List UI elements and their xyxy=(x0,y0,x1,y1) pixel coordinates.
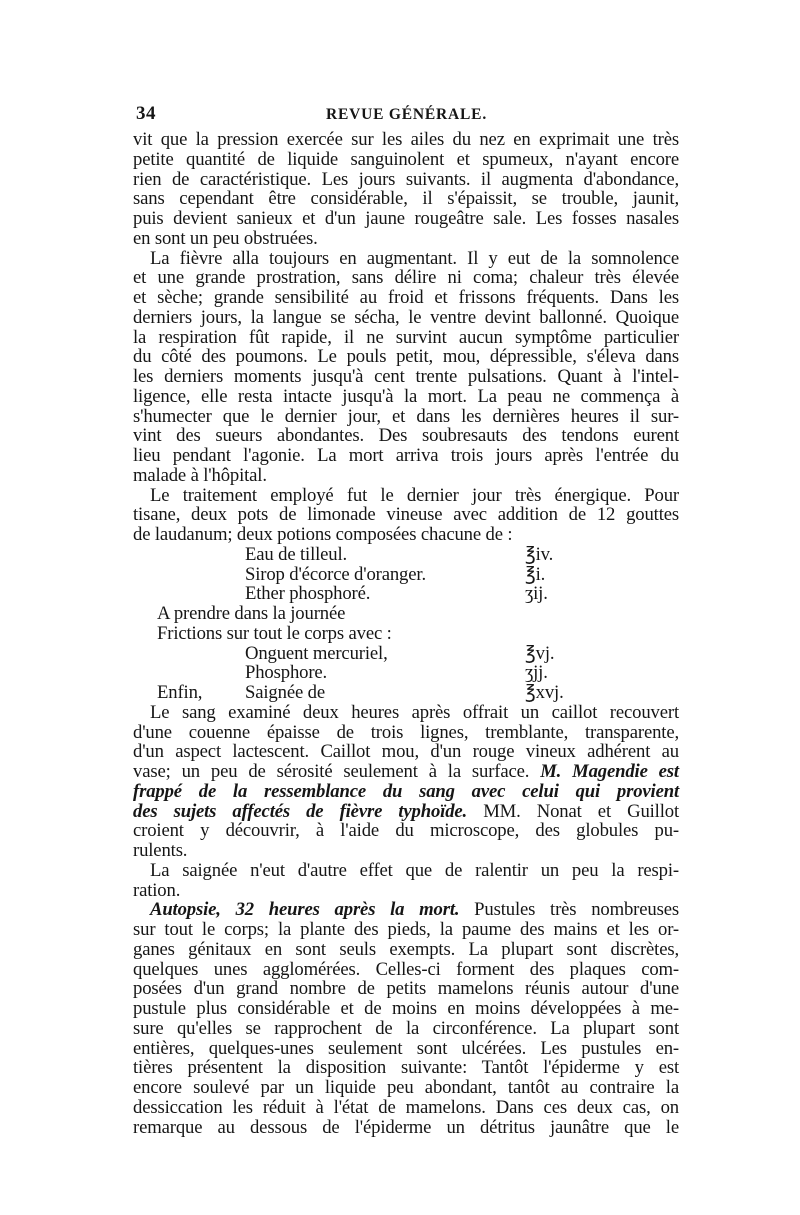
text-line: entières, quelques-unes seulement sont ulcérées. Les pustules en- xyxy=(133,1037,679,1059)
text-line: sur tout le corps; la plante des pieds, la paume des mains et les or- xyxy=(133,919,679,940)
paragraph-4 xyxy=(133,703,679,861)
text-line: puis devient sanieux et d'un jaune rougeâtre sale. Les fosses nasales xyxy=(133,208,679,229)
page-number: 34 xyxy=(136,103,156,124)
text-line: d'un aspect lactescent. Caillot mou, d'un rouge vineux adhérent au xyxy=(133,741,679,763)
text-line: Le sang examiné deux heures après offrait un caillot recouvert xyxy=(150,701,679,723)
instruction-line xyxy=(133,624,679,644)
text-line: sans cependant être considérable, il s'épaissit, se trouble, jaunit, xyxy=(133,188,679,210)
text-line: croient y découvrir, à l'aide du microscope, des globules pu- xyxy=(133,820,679,842)
prescription-item: Phosphore. xyxy=(245,662,328,684)
text-line: vint des sueurs abondantes. Des soubresauts des tendons eurent xyxy=(133,425,679,447)
italic-text: Autopsie, 32 heures après la mort. xyxy=(150,899,460,921)
text-line: quelques unes agglomérées. Celles-ci forment des plaques com- xyxy=(133,958,679,980)
text-line: s'humecter que le dernier jour, et dans les dernières heures il sur- xyxy=(133,405,679,427)
text-line: tisane, deux pots de limonade vineuse avec addition de 12 gouttes xyxy=(133,504,679,526)
text-line: des sujets affectés de fièvre typhoïde. MM. Nonat et Guillot xyxy=(133,800,680,822)
paragraph-3 xyxy=(133,486,679,545)
instruction-text: A prendre dans la journée xyxy=(157,603,346,624)
prescription-line xyxy=(133,663,679,683)
text-line: ration. xyxy=(133,879,181,901)
prescription-quantity: ʒjj. xyxy=(525,662,548,684)
text-line: encore soulevé par un liquide peu abondant, tantôt au contraire la xyxy=(133,1077,679,1098)
prescription-quantity: ʒij. xyxy=(525,583,548,605)
text-line: La saignée n'eut d'autre effet que de ralentir un peu la respi- xyxy=(150,859,679,881)
text-line: ganes génitaux en sont seuls exempts. La plupart sont discrètes, xyxy=(133,938,679,960)
text-line: et sèche; grande sensibilité au froid et frissons fréquents. Dans les xyxy=(133,287,679,308)
italic-text: frappé de la ressemblance du sang avec celui qui provient xyxy=(133,780,679,802)
text-line: La fièvre alla toujours en augmentant. Il y eut de la somnolence xyxy=(150,247,679,269)
text-line: petite quantité de liquide sanguinolent et spumeux, n'ayant encore xyxy=(133,148,679,170)
text-line: remarque au dessous de l'épiderme un détritus jaunâtre que le xyxy=(133,1116,679,1138)
page-header xyxy=(136,103,681,127)
text-line: sure qu'elles se rapprochent de la circonférence. La plupart sont xyxy=(133,1017,679,1039)
paragraph-2 xyxy=(133,249,679,486)
text-line: lieu pendant l'agonie. La mort arriva trois jours après l'entrée du xyxy=(133,445,679,466)
text-line: ligence, elle resta intacte jusqu'à la mort. La peau ne commença à xyxy=(133,385,679,407)
text-line: de laudanum; deux potions composées chacune de : xyxy=(133,524,513,545)
text-line: dessiccation les réduit à l'état de mamelons. Dans ces deux cas, on xyxy=(133,1096,679,1118)
prescription-block xyxy=(133,545,679,703)
text-line: malade à l'hôpital. xyxy=(133,464,267,486)
italic-text: M. Magendie est xyxy=(540,761,679,782)
prescription-item: Saignée de xyxy=(245,682,325,703)
text-line: en sont un peu obstruées. xyxy=(133,227,318,249)
prescription-quantity: ℥vj. xyxy=(525,642,555,664)
text-line: tières présentent la disposition suivante: Tantôt l'épiderme y est xyxy=(133,1057,679,1079)
prescription-line xyxy=(133,565,679,585)
prescription-line xyxy=(133,644,679,664)
prescription-prefix: Enfin, xyxy=(157,682,203,703)
prescription-line xyxy=(133,683,679,703)
prescription-quantity: ℥iv. xyxy=(525,543,554,565)
prescription-item: Onguent mercuriel, xyxy=(245,642,388,664)
paragraph-1 xyxy=(133,130,679,249)
text-line: d'une couenne épaisse de trois lignes, tremblante, transparente, xyxy=(133,721,679,743)
instruction-text: Frictions sur tout le corps avec : xyxy=(157,622,392,644)
text-line: rien de caractéristique. Les jours suivants. il augmenta d'abondance, xyxy=(133,168,679,190)
body-text xyxy=(133,130,679,1137)
paragraph-6 xyxy=(133,900,679,1137)
prescription-item: Sirop d'écorce d'oranger. xyxy=(245,563,426,585)
text-line: les derniers moments jusqu'à cent trente pulsations. Quant à l'intel- xyxy=(133,366,679,387)
text-line: et une grande prostration, sans délire ni coma; chaleur très élevée xyxy=(133,267,679,289)
prescription-quantity: ℥xvj. xyxy=(525,682,564,703)
running-title: REVUE GÉNÉRALE. xyxy=(326,106,487,123)
prescription-item: Ether phosphoré. xyxy=(245,583,371,605)
prescription-quantity: ℥i. xyxy=(525,563,546,585)
text-line: Le traitement employé fut le dernier jour très énergique. Pour xyxy=(150,484,679,506)
text-line: posées d'un grand nombre de petits mamelons réunis autour d'une xyxy=(133,978,679,1000)
prescription-item: Eau de tilleul. xyxy=(245,543,348,565)
text-line: Autopsie, 32 heures après la mort. Pustules très nombreuses xyxy=(150,899,679,921)
instruction-line xyxy=(133,604,679,624)
text-line: derniers jours, la langue se sécha, le ventre devint ballonné. Quoique xyxy=(133,306,679,328)
text-line: rulents. xyxy=(133,840,188,861)
text-line: la respiration fût rapide, il ne survint aucun symptôme particulier xyxy=(133,326,679,348)
text-line: du côté des poumons. Le pouls petit, mou, dépressible, s'éleva dans xyxy=(133,346,679,368)
paragraph-5 xyxy=(133,861,679,901)
text-line: vase; un peu de sérosité seulement à la surface. M. Magendie est xyxy=(133,761,679,782)
prescription-line xyxy=(133,545,679,565)
text-line: vit que la pression exercée sur les ailes du nez en exprimait une très xyxy=(133,129,679,150)
text-line xyxy=(133,782,679,802)
prescription-line xyxy=(133,584,679,604)
text-line: pustule plus considérable et de moins en moins développées à me- xyxy=(133,998,679,1019)
italic-text: des sujets affectés de fièvre typhoïde. xyxy=(133,800,468,822)
